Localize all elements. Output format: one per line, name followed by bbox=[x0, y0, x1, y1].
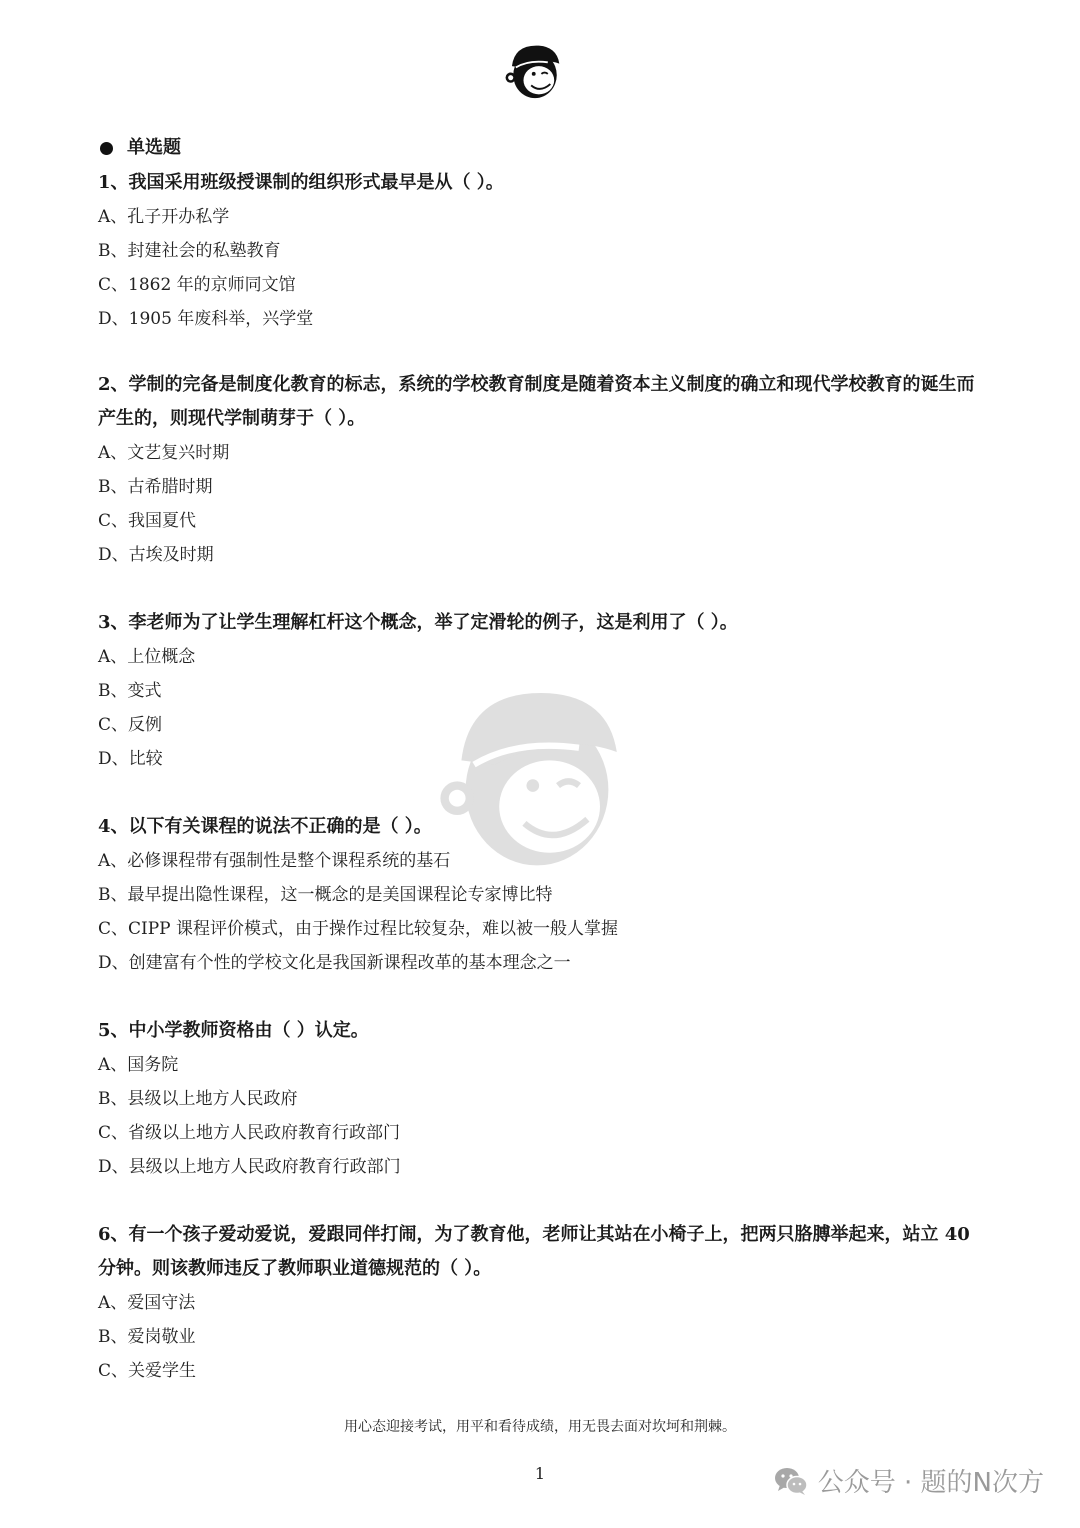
option-d[interactable]: D、创建富有个性的学校文化是我国新课程改革的基本理念之一 bbox=[98, 953, 571, 973]
question-stem: 2、学制的完备是制度化教育的标志，系统的学校教育制度是随着资本主义制度的确立和现代学校教育的诞生而产生的，则现代学制萌芽于（ ）。 bbox=[98, 374, 975, 429]
option-a[interactable]: A、必修课程带有强制性是整个课程系统的基石 bbox=[98, 851, 451, 871]
option-c[interactable]: C、反例 bbox=[98, 715, 163, 735]
question-4 bbox=[98, 810, 988, 980]
option-d[interactable]: D、1905 年废科举，兴学堂 bbox=[98, 309, 314, 329]
option-b[interactable]: B、古希腊时期 bbox=[98, 477, 213, 497]
question-stem: 6、有一个孩子爱动爱说，爱跟同伴打闹，为了教育他，老师让其站在小椅子上，把两只胳膊举起来，站立 40 分钟。则该教师违反了教师职业道德规范的（ ）。 bbox=[98, 1224, 970, 1279]
question-5 bbox=[98, 1014, 988, 1184]
mascot-logo-icon bbox=[503, 38, 567, 102]
option-b[interactable]: B、变式 bbox=[98, 681, 162, 701]
option-c[interactable]: C、我国夏代 bbox=[98, 511, 197, 531]
option-b[interactable]: B、爱岗敬业 bbox=[98, 1327, 196, 1347]
question-1 bbox=[98, 166, 988, 336]
question-stem: 3、李老师为了让学生理解杠杆这个概念，举了定滑轮的例子，这是利用了（ ）。 bbox=[98, 612, 738, 633]
option-a[interactable]: A、孔子开办私学 bbox=[98, 207, 230, 227]
option-a[interactable]: A、文艺复兴时期 bbox=[98, 443, 230, 463]
wechat-icon bbox=[774, 1466, 808, 1496]
option-c[interactable]: C、CIPP 课程评价模式，由于操作过程比较复杂，难以被一般人掌握 bbox=[98, 919, 619, 939]
option-a[interactable]: A、爱国守法 bbox=[98, 1293, 196, 1313]
option-d[interactable]: D、县级以上地方人民政府教育行政部门 bbox=[98, 1157, 401, 1177]
option-b[interactable]: B、县级以上地方人民政府 bbox=[98, 1089, 298, 1109]
option-c[interactable]: C、1862 年的京师同文馆 bbox=[98, 275, 296, 295]
option-a[interactable]: A、上位概念 bbox=[98, 647, 196, 667]
section-title bbox=[100, 134, 181, 162]
section-title-text: 单选题 bbox=[127, 137, 181, 158]
question-2 bbox=[98, 368, 988, 572]
page-number: 1 bbox=[534, 1464, 546, 1483]
question-6 bbox=[98, 1218, 988, 1388]
option-a[interactable]: A、国务院 bbox=[98, 1055, 179, 1075]
bullet-icon bbox=[100, 142, 113, 155]
option-b[interactable]: B、最早提出隐性课程，这一概念的是美国课程论专家博比特 bbox=[98, 885, 553, 905]
footer-quote: 用心态迎接考试，用平和看待成绩，用无畏去面对坎坷和荆棘。 bbox=[344, 1419, 736, 1435]
option-b[interactable]: B、封建社会的私塾教育 bbox=[98, 241, 281, 261]
option-d[interactable]: D、古埃及时期 bbox=[98, 545, 214, 565]
question-3 bbox=[98, 606, 988, 776]
brand-text: 公众号 · 题的N次方 bbox=[817, 1468, 1044, 1498]
option-d[interactable]: D、比较 bbox=[98, 749, 163, 769]
question-stem: 5、中小学教师资格由（ ）认定。 bbox=[98, 1020, 369, 1041]
option-c[interactable]: C、关爱学生 bbox=[98, 1361, 197, 1381]
option-c[interactable]: C、省级以上地方人民政府教育行政部门 bbox=[98, 1123, 401, 1143]
question-stem: 1、我国采用班级授课制的组织形式最早是从（ ）。 bbox=[98, 172, 504, 193]
question-stem: 4、以下有关课程的说法不正确的是（ ）。 bbox=[98, 816, 432, 837]
wechat-brand[interactable] bbox=[774, 1462, 1044, 1499]
